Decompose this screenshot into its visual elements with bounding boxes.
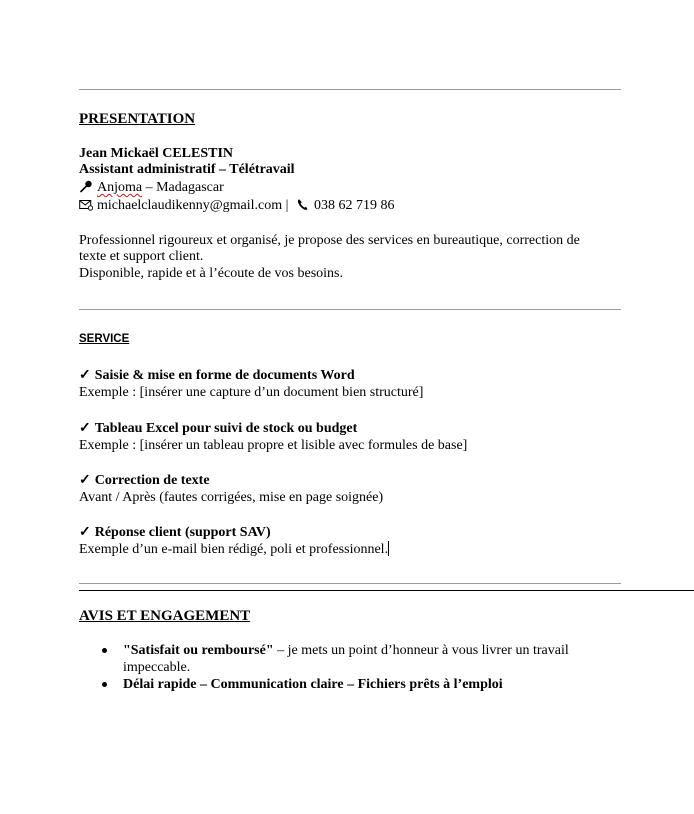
location-city: Anjoma [97,180,143,195]
service-item-1-desc: Exemple : [insérer une capture d’un document bien structuré] [79,385,424,400]
service-item-4-desc[interactable]: Exemple d’un e-mail bien rédigé, poli et professionnel. [79,542,389,557]
phone-number[interactable]: 038 62 719 86 [313,198,395,213]
page-boundary-line [79,590,694,591]
top-divider [79,89,621,90]
phone-icon [296,198,310,211]
location-line [79,179,224,196]
presentation-heading: PRESENTATION [79,111,196,127]
engagement-list [79,642,619,693]
service-item-2-title: ✓ Tableau Excel pour suivi de stock ou budget [79,421,358,436]
check-icon: ✓ [79,421,91,436]
contact-separator: | [282,198,292,213]
bio-line-3: Disponible, rapide et à l’écoute de vos besoins. [79,266,343,281]
bio-line-1: Professionnel rigoureux et organisé, je propose des services en bureautique, correction de [79,233,580,248]
avis-heading: AVIS ET ENGAGEMENT [79,608,251,624]
check-icon: ✓ [79,368,91,383]
check-icon: ✓ [79,473,91,488]
presentation-divider [79,309,621,310]
email-link[interactable]: michaelclaudikenny@gmail.com [97,198,283,213]
service-item-1-title: ✓ Saisie & mise en forme de documents Word [79,368,355,383]
list-item: Délai rapide – Communication claire – Fichiers prêts à l’emploi [79,676,619,693]
bio-line-2: texte et support client. [79,249,204,264]
service-divider [79,583,621,584]
text-cursor [388,541,389,556]
service-item-4-title: ✓ Réponse client (support SAV) [79,525,271,540]
service-heading: SERVICE [79,333,130,345]
location-country: – Madagascar [142,180,224,195]
check-icon: ✓ [79,525,91,540]
service-item-3-title: ✓ Correction de texte [79,473,210,488]
person-role: Assistant administratif – Télétravail [79,162,295,177]
person-name: Jean Mickaël CELESTIN [79,146,234,161]
list-item: "Satisfait ou remboursé" – je mets un point d’honneur à vous livrer un travail impeccable. [79,642,619,676]
pin-icon [79,180,93,193]
envelope-icon [79,198,93,211]
contact-line [79,197,394,214]
service-item-2-desc: Exemple : [insérer un tableau propre et lisible avec formules de base] [79,438,468,453]
service-item-3-desc: Avant / Après (fautes corrigées, mise en page soignée) [79,490,384,505]
